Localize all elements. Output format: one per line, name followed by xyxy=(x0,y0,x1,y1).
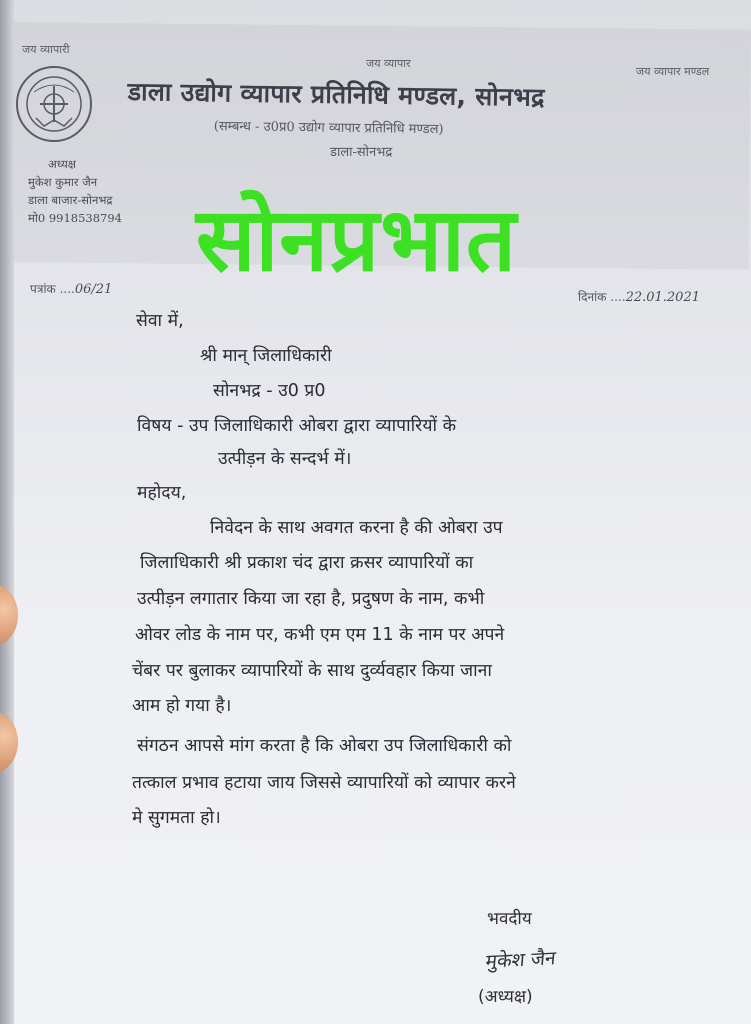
organization-affiliation: (सम्बन्ध - उ0प्र0 उद्योग व्यापार प्रतिनिधि मण्डल) xyxy=(213,118,444,138)
signatory-title: (अध्यक्ष) xyxy=(478,987,533,1007)
president-name: मुकेश कुमार जैन xyxy=(28,175,98,189)
paragraph-1-line: उत्पीड़न लगातार किया जा रहा है, प्रदुषण के नाम, कभी xyxy=(137,589,485,609)
center-slogan: जय व्यापार xyxy=(366,57,411,70)
president-address: डाला बाजार-सोनभद्र xyxy=(28,193,113,207)
greeting: महोदय, xyxy=(137,483,187,503)
organization-place: डाला-सोनभद्र xyxy=(330,145,393,160)
salutation-to: सेवा में, xyxy=(136,311,184,331)
organization-name: डाला उद्योग व्यापार प्रतिनिधि मण्डल, सोनभद्र xyxy=(127,76,545,112)
finger-tip xyxy=(0,585,18,645)
right-slogan: जय व्यापार मण्डल xyxy=(636,65,710,78)
watermark-text: सोनप्रभात xyxy=(196,188,518,291)
paragraph-1-line: निवेदन के साथ अवगत करना है की ओबरा उप xyxy=(210,518,503,538)
finger-tip xyxy=(0,712,18,772)
page-shadow-edge xyxy=(0,0,14,1024)
reference-value: 06/21 xyxy=(74,282,113,297)
paragraph-2-line: संगठन आपसे मांग करता है कि ओबरा उप जिलाधिकारी को xyxy=(137,736,512,756)
left-slogan: जय व्यापारी xyxy=(22,43,70,56)
date-value: 22.01.2021 xyxy=(625,290,700,305)
signature: मुकेश जैन xyxy=(484,947,557,973)
recipient-line-1: श्री मान् जिलाधिकारी xyxy=(200,346,332,366)
subject-line-1: विषय - उप जिलाधिकारी ओबरा द्वारा व्यापारियों के xyxy=(137,416,457,436)
paragraph-2-line: मे सुगमता हो। xyxy=(132,808,221,828)
reference-label: पत्रांक xyxy=(30,282,56,296)
president-details xyxy=(28,155,158,227)
president-mobile: मो0 9918538794 xyxy=(28,211,122,225)
letter-date: दिनांक ....22.01.2021 xyxy=(578,290,700,305)
recipient-line-2: सोनभद्र - उ0 प्र0 xyxy=(213,381,326,401)
paragraph-1-line: आम हो गया है। xyxy=(132,696,232,716)
paragraph-2-line: तत्काल प्रभाव हटाया जाय जिससे व्यापारियों को व्यापार करने xyxy=(132,773,516,793)
date-label: दिनांक xyxy=(578,290,607,304)
closing: भवदीय xyxy=(487,909,532,929)
president-title: अध्यक्ष xyxy=(48,157,77,171)
reference-number: पत्रांक ....06/21 xyxy=(30,282,113,297)
subject-line-2: उत्पीड़न के सन्दर्भ में। xyxy=(218,449,352,469)
organization-seal xyxy=(14,64,94,144)
paragraph-1-line: चेंबर पर बुलाकर व्यापारियों के साथ दुर्व्यवहार किया जाना xyxy=(132,661,492,681)
paragraph-1-line: ओवर लोड के नाम पर, कभी एम एम 11 के नाम पर अपने xyxy=(135,625,505,645)
paragraph-1-line: जिलाधिकारी श्री प्रकाश चंद द्वारा क्रसर व्यापारियों का xyxy=(140,553,474,573)
